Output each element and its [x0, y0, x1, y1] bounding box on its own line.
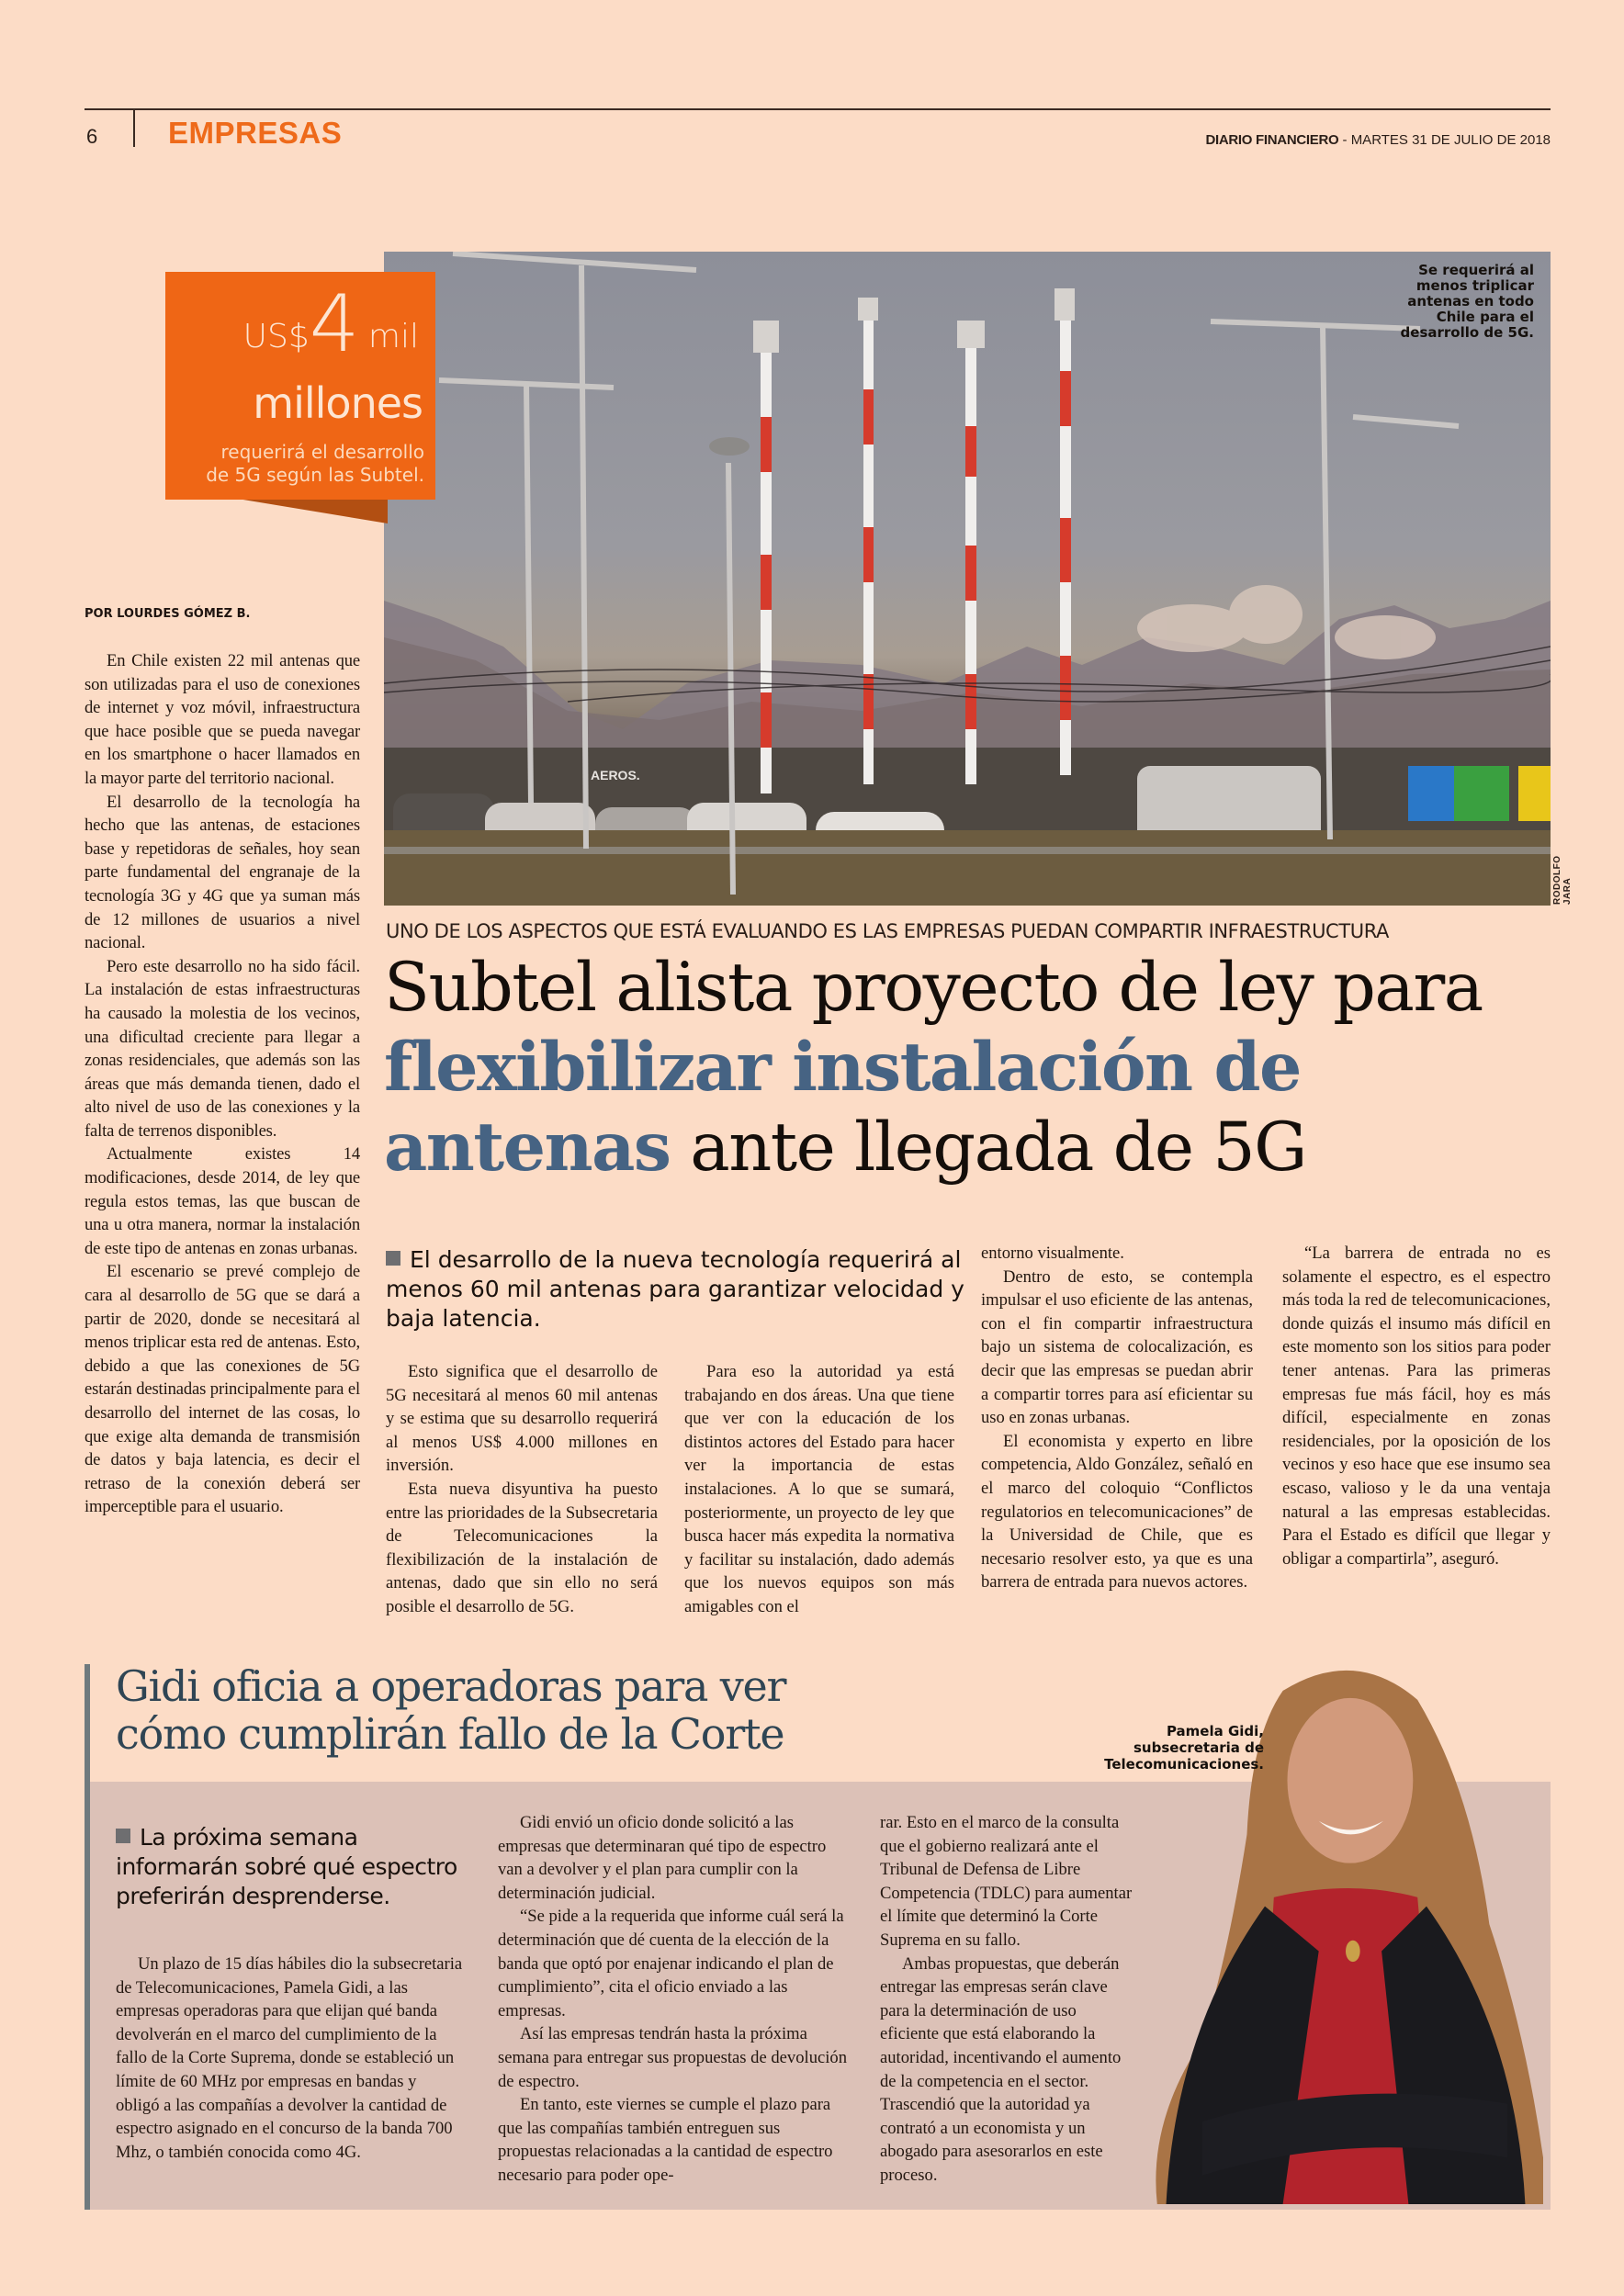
header-divider — [133, 108, 135, 147]
sidebar-column-2 — [498, 1811, 851, 2188]
fact-description — [206, 441, 424, 487]
page-number: 6 — [86, 125, 98, 148]
paragraph: “Se pide a la requerida que informe cuál será la determinación que dé cuenta de la elección de la banda que optó por enajenar indicando el plan de cumplimiento”, cita el oficio enviado a las empresas. — [498, 1907, 844, 2020]
pendant — [1346, 1941, 1360, 1962]
sidebar-dek — [116, 1823, 474, 1911]
article-column-3 — [684, 1360, 954, 1619]
sidebar-column-3 — [880, 1811, 1139, 2188]
antennas-photo — [384, 252, 1551, 906]
face — [1287, 1698, 1413, 1863]
article-column-4 — [981, 1242, 1253, 1594]
masthead — [1205, 132, 1551, 148]
fact-unit-1: mil — [357, 318, 419, 355]
headline-part-2: ante llegada de 5G — [670, 1109, 1306, 1187]
byline: POR LOURDES GÓMEZ B. — [85, 607, 251, 621]
fact-currency: US$ — [242, 318, 310, 355]
sidebar-title — [116, 1662, 785, 1758]
headline-highlight: flexibilizar instalación de antenas — [384, 1028, 1302, 1187]
sidebar-accent-bar — [85, 1664, 90, 2210]
paragraph: En tanto, este viernes se cumple el plazo para que las compañías también entreguen sus propuestas relacionadas a la cantidad de espectro necesario para poder ope- — [498, 2095, 833, 2185]
sidebar-title-line-1: Gidi oficia a operadoras para ver — [116, 1661, 786, 1711]
article-dek — [386, 1245, 966, 1334]
fact-amount — [242, 278, 419, 370]
paragraph: Dentro de esto, se contempla impulsar el uso eficiente de las antenas, con el fin compartir infraestructura bajo un sistema de colocalización, es decir que las empresas se puedan abrir a compartir torres para así eficientar su uso en zonas urbanas. — [981, 1266, 1253, 1428]
fact-line-1: requerirá el desarrollo — [220, 441, 424, 463]
issue-date: - MARTES 31 DE JULIO DE 2018 — [1338, 132, 1551, 148]
paragraph: entorno visualmente. — [981, 1244, 1124, 1263]
aeros-sign: AEROS. — [591, 768, 640, 782]
header-rule — [85, 108, 1551, 110]
sidebar-title-line-2: cómo cumplirán fallo de la Corte — [116, 1709, 784, 1759]
photo-credit: RODOLFO JARA — [1552, 855, 1573, 905]
publication-name: DIARIO FINANCIERO — [1205, 132, 1339, 148]
paragraph: Gidi envió un oficio donde solicitó a las empresas que determinaran qué tipo de espectro van a devolver y el plan para cumplir con la determinación judicial. — [498, 1813, 827, 1903]
paragraph: En Chile existen 22 mil antenas que son utilizadas para el uso de conexiones de internet y voz móvil, infraestructura que hace posible que se pueda navegar en los smartphone o hacer llamados en la mayor parte del territorio nacional. — [85, 651, 360, 788]
national-sign — [1454, 766, 1509, 821]
section-label: EMPRESAS — [168, 116, 343, 150]
paragraph: Para eso la autoridad ya está trabajando en dos áreas. Una que tiene que ver con la educación de los distintos actores del Estado para hacer ver la importancia de estas instalaciones. A lo que se sumará, posteriormente, un proyecto de ley que busca hacer más expedita la normativa y facilitar su instalación, dado además que los nuevos equipos son más amigables con el — [684, 1362, 954, 1616]
kicker: UNO DE LOS ASPECTOS QUE ESTÁ EVALUANDO ES LAS EMPRESAS PUEDAN COMPARTIR INFRAESTRUCTURA — [386, 920, 1390, 942]
headline — [384, 948, 1569, 1187]
bullet-square-icon — [386, 1251, 400, 1266]
article-column-5 — [1282, 1242, 1551, 1570]
paragraph: Así las empresas tendrán hasta la próxima semana para entregar sus propuestas de devolución de espectro. — [498, 2024, 848, 2091]
dek-text: El desarrollo de la nueva tecnología requerirá al menos 60 mil antenas para garantizar velocidad y baja latencia. — [386, 1246, 964, 1332]
paragraph: Actualmente existes 14 modificaciones, desde 2014, de ley que regula estos temas, las que buscan de una u otra manera, normar la instalación de este tipo de antenas en zonas urbanas. — [85, 1144, 360, 1258]
paragraph: El economista y experto en libre competencia, Aldo González, señaló en el marco del coloquio “Conflictos regulatorios en telecomunicaciones” de la Universidad de Chile, que es necesario resolver esto, ya que es una barrera de entrada para nuevos actores. — [981, 1431, 1253, 1593]
paragraph: Ambas propuestas, que deberán entregar las empresas serán clave para la determinación de uso eficiente que está elaborando la autoridad, incentivando el aumento de la competencia en el sector. Trascendió que la autoridad ya contrató a un economista y un abogado para asesorarlos en este proceso. — [880, 1953, 1122, 2185]
alamo-sign — [1408, 766, 1454, 821]
paragraph: El escenario se prevé complejo de cara al desarrollo de 5G que se dará a partir de 2020, donde se necesitará al menos triplicar esta red de antenas. Esto, debido a que las conexiones de 5G estarán destinadas principalmente para el desarrollo del internet de las cosas, lo que exige alta demanda de transmisión de datos y baja latencia, es decir el retraso de la conexión deberá ser imperceptible para el usuario. — [85, 1262, 360, 1517]
paragraph: rar. Esto en el marco de la consulta que el gobierno realizará ante el Tribunal de Defensa de Libre Competencia (TDLC) para aumentar el límite que determinó la Corte Suprema en su fallo. — [880, 1813, 1133, 1950]
clouds — [1137, 585, 1436, 659]
fact-box — [165, 272, 435, 500]
fact-big-number: 4 — [309, 278, 358, 370]
photo-scene — [384, 252, 1551, 906]
fact-unit-2: millones — [253, 378, 423, 428]
sidebar-column-1 — [116, 1953, 463, 2164]
article-column-2 — [386, 1360, 658, 1619]
paragraph: Un plazo de 15 días hábiles dio la subsecretaria de Telecomunicaciones, Pamela Gidi, a las empresas operadoras para que elijan qué banda devolverán en el marco del cumplimiento de la fallo de la Corte Suprema, donde se estableció un límite de 60 MHz por empresas en bandas y obligó a las compañías a devolver la cantidad de espectro asignado en el concurso de la banda 700 Mhz, o también conocida como 4G. — [116, 1954, 463, 2162]
paragraph: “La barrera de entrada no es solamente el espectro, es el espectro más toda la red de telecomunicaciones, donde quizás el insumo más difícil en este momento son los sitios para poder tener antenas. Para las primeras empresas fue más fácil, hoy es más difícil, especialmente en zonas residenciales, por la oposición de los vecinos y eso hace que ese insumo sea escaso, valioso y le da una ventaja natural a las empresas establecidas. Para el Estado es difícil que llegar y obligar a compartirla”, aseguró. — [1282, 1244, 1551, 1569]
portrait-caption-name: Pamela Gidi, — [1166, 1723, 1264, 1739]
article-column-1 — [85, 649, 360, 1519]
portrait-caption — [1020, 1723, 1264, 1773]
headline-part-1: Subtel alista proyecto de ley para — [384, 949, 1483, 1027]
portrait-caption-role: subsecretaria de Telecomunicaciones. — [1104, 1739, 1264, 1773]
photo-caption: Se requerirá al menos triplicar antenas en todo Chile para el desarrollo de 5G. — [1400, 262, 1534, 341]
sidebar-dek-text: La próxima semana informarán sobré qué espectro preferirán desprenderse. — [116, 1824, 457, 1909]
paragraph: El desarrollo de la tecnología ha hecho que las antenas, de estaciones base y repetidoras de señales, hoy sean parte fundamental del engranaje de la tecnología 3G y 4G que ya suman más de 12 millones de usuarios a nivel nacional. — [85, 792, 360, 953]
fact-line-2: de 5G según las Subtel. — [206, 464, 424, 486]
bullet-square-icon — [116, 1829, 130, 1843]
lamp-head — [709, 437, 750, 456]
field — [384, 830, 1551, 906]
paragraph: Pero este desarrollo no ha sido fácil. La instalación de estas infraestructuras ha causado la molestia de los vecinos, una dificultad creciente para llegar a zonas residenciales, que además son las áreas que más demanda tienen, dado el alto nivel de uso de las conexiones y la falta de terrenos disponibles. — [85, 956, 360, 1141]
paragraph: Esta nueva disyuntiva ha puesto entre las prioridades de la Subsecretaria de Telecomunicaciones la flexibilización de la instalación de antenas, dado que sin ello no será posible el desarrollo de 5G. — [386, 1479, 658, 1616]
paragraph: Esto significa que el desarrollo de 5G necesitará al menos 60 mil antenas y se estima que su desarrollo requerirá al menos US$ 4.000 millones en inversión. — [386, 1362, 658, 1476]
